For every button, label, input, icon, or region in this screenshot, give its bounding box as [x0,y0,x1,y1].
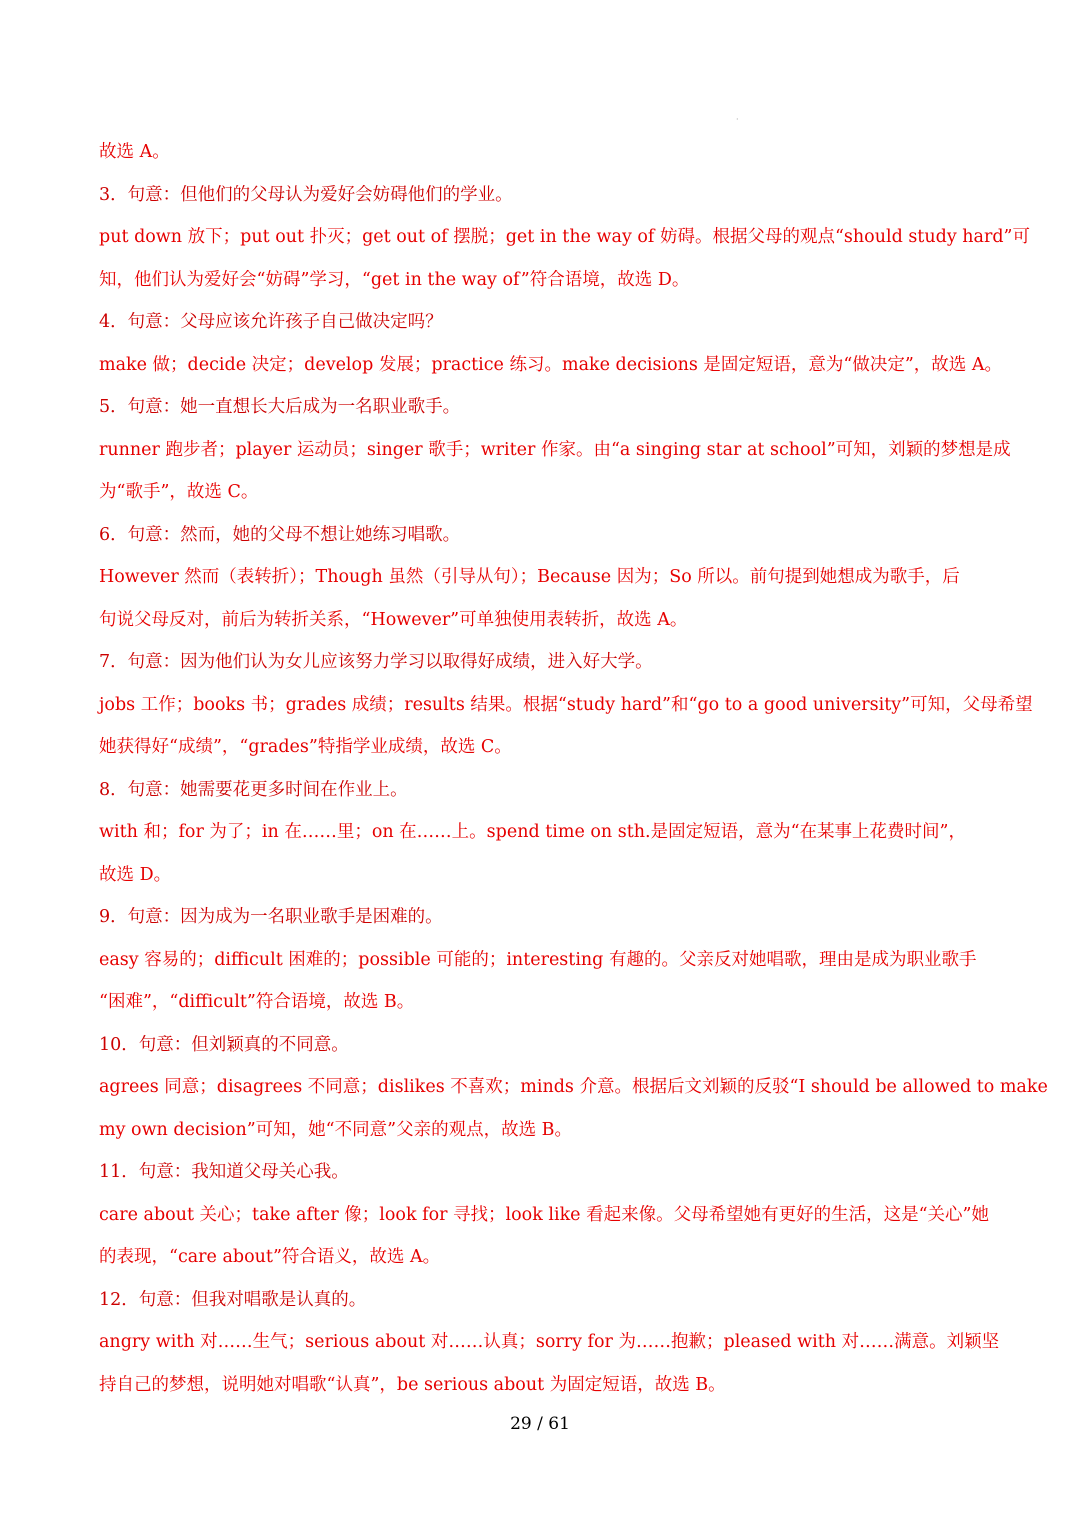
header-dot: · [736,115,739,124]
question-meaning-5: 5．句意：她一直想长大后成为一名职业歌手。 [99,397,461,417]
question-meaning-11: 11．句意：我知道父母关心我。 [99,1162,349,1182]
explanation-line: jobs 工作；books 书；grades 成绩；results 结果。根据“study hard”和“go to a good university”可知，父母希望 [99,694,1033,715]
explanation-line: 的表现，“care about”符合语义，故选 A。 [99,1247,441,1267]
question-meaning-6: 6．句意：然而，她的父母不想让她练习唱歌。 [99,524,461,545]
answer-explanations [99,131,1048,1406]
explanation-line: “困难”，“difficult”符合语境，故选 B。 [99,992,415,1012]
explanation-line: runner 跑步者；player 运动员；singer 歌手；writer 作家。由“a singing star at school”可知，刘颖的梦想是成 [99,439,1011,460]
explanation-line: 她获得好“成绩”，“grades”特指学业成绩，故选 C。 [99,737,512,757]
question-meaning-7: 7．句意：因为他们认为女儿应该努力学习以取得好成绩，进入好大学。 [99,652,653,672]
explanation-line: 为“歌手”，故选 C。 [99,482,259,502]
question-meaning-4: 4．句意：父母应该允许孩子自己做决定吗？ [99,312,443,332]
question-meaning-9: 9．句意：因为成为一名职业歌手是困难的。 [99,907,443,927]
explanation-line: 持自己的梦想，说明她对唱歌“认真”，be serious about 为固定短语，故选 B。 [99,1374,726,1395]
question-meaning-12: 12．句意：但我对唱歌是认真的。 [99,1289,367,1310]
page-number: 29 / 61 [510,1414,570,1434]
explanation-line: However 然而（表转折）；Though 虽然（引导从句）；Because 因为；So 所以。前句提到她想成为歌手，后 [99,567,960,587]
explanation-line: put down 放下；put out 扑灭；get out of 摆脱；get in the way of 妨碍。根据父母的观点“should study hard”可 [99,227,1030,247]
explanation-line: care about 关心；take after 像；look for 寻找；look like 看起来像。父母希望她有更好的生活，这是“关心”她 [99,1204,989,1225]
question-meaning-8: 8．句意：她需要花更多时间在作业上。 [99,779,408,800]
explanation-line: angry with 对……生气；serious about 对……认真；sorry for 为……抱歉；pleased with 对……满意。刘颖坚 [99,1332,1000,1352]
explanation-line: 故选 D。 [99,864,172,885]
explanation-line: with 和；for 为了；in 在……里；on 在……上。spend time on sth.是固定短语，意为“在某事上花费时间”， [99,822,967,842]
explanation-line: agrees 同意；disagrees 不同意；dislikes 不喜欢；minds 介意。根据后文刘颖的反驳“I should be allowed to make [99,1077,1048,1097]
explanation-line: easy 容易的；difficult 困难的；possible 可能的；interesting 有趣的。父亲反对她唱歌，理由是成为职业歌手 [99,949,977,970]
explanation-line: my own decision”可知，她“不同意”父亲的观点，故选 B。 [99,1119,572,1140]
explanation-line: 句说父母反对，前后为转折关系，“However”可单独使用表转折，故选 A。 [99,609,688,630]
explanation-line: 故选 A。 [99,142,170,162]
question-meaning-10: 10．句意：但刘颖真的不同意。 [99,1034,349,1055]
explanation-line: 知，他们认为爱好会“妨碍”学习，“get in the way of”符合语境，故选 D。 [99,269,690,290]
explanation-line: make 做；decide 决定；develop 发展；practice 练习。make decisions 是固定短语，意为“做决定”，故选 A。 [99,354,1003,375]
question-meaning-3: 3．句意：但他们的父母认为爱好会妨碍他们的学业。 [99,184,513,205]
